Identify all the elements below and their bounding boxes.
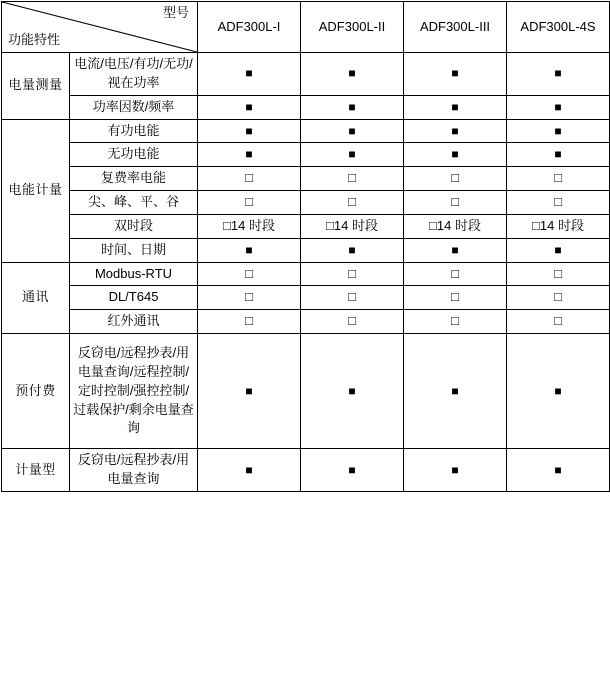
mark-cell	[507, 53, 610, 96]
mark-cell	[404, 119, 507, 143]
mark-cell: □14 时段	[404, 214, 507, 238]
table-row	[2, 191, 610, 215]
mark-cell	[198, 143, 301, 167]
mark-cell	[301, 191, 404, 215]
feature-name: 双时段	[70, 214, 198, 238]
feature-name: 尖、峰、平、谷	[70, 191, 198, 215]
mark-cell	[507, 95, 610, 119]
table-corner-header	[2, 2, 198, 53]
feature-name: 反窃电/远程抄表/用电量查询	[70, 449, 198, 492]
feature-name: 有功电能	[70, 119, 198, 143]
mark-cell	[301, 53, 404, 96]
table-row	[2, 262, 610, 286]
table-row	[2, 214, 610, 238]
mark-cell	[301, 334, 404, 449]
mark-cell	[301, 286, 404, 310]
model-axis-label: 型号	[162, 5, 189, 20]
mark-cell	[404, 95, 507, 119]
mark-cell	[507, 286, 610, 310]
feature-name: 无功电能	[70, 143, 198, 167]
feature-group-prepaid: 预付费	[2, 334, 70, 449]
feature-group-communication: 通讯	[2, 262, 70, 334]
feature-name: 电流/电压/有功/无功/视在功率	[70, 53, 198, 96]
table-header-row	[2, 2, 610, 53]
mark-cell	[404, 238, 507, 262]
mark-cell: □14 时段	[301, 214, 404, 238]
mark-cell	[198, 449, 301, 492]
feature-name: 复费率电能	[70, 167, 198, 191]
table-row	[2, 449, 610, 492]
feature-group-energy: 电能计量	[2, 119, 70, 262]
mark-cell	[507, 143, 610, 167]
mark-cell	[198, 167, 301, 191]
model-header-2: ADF300L-II	[301, 2, 404, 53]
model-header-3: ADF300L-III	[404, 2, 507, 53]
mark-cell	[198, 119, 301, 143]
feature-name: 功率因数/频率	[70, 95, 198, 119]
feature-name: 红外通讯	[70, 310, 198, 334]
table-row	[2, 310, 610, 334]
table-row	[2, 95, 610, 119]
table-row	[2, 53, 610, 96]
feature-name: 时间、日期	[70, 238, 198, 262]
mark-cell	[404, 167, 507, 191]
mark-cell	[507, 167, 610, 191]
mark-cell	[301, 119, 404, 143]
mark-cell	[404, 53, 507, 96]
model-header-1: ADF300L-I	[198, 2, 301, 53]
mark-cell	[507, 262, 610, 286]
mark-cell	[198, 334, 301, 449]
mark-cell: □14 时段	[507, 214, 610, 238]
mark-cell	[507, 449, 610, 492]
mark-cell	[507, 191, 610, 215]
mark-cell	[198, 95, 301, 119]
mark-cell	[507, 310, 610, 334]
feature-group-metering: 计量型	[2, 449, 70, 492]
mark-cell	[198, 286, 301, 310]
table-row	[2, 238, 610, 262]
table-row	[2, 334, 610, 449]
mark-cell	[507, 334, 610, 449]
mark-cell	[198, 191, 301, 215]
mark-cell	[301, 143, 404, 167]
feature-axis-label: 功能特性	[8, 32, 61, 48]
model-header-4: ADF300L-4S	[507, 2, 610, 53]
mark-cell	[198, 310, 301, 334]
mark-cell	[507, 238, 610, 262]
mark-cell	[301, 310, 404, 334]
table-row	[2, 286, 610, 310]
feature-name: Modbus-RTU	[70, 262, 198, 286]
mark-cell	[198, 53, 301, 96]
mark-cell	[301, 238, 404, 262]
mark-cell	[507, 119, 610, 143]
mark-cell	[301, 95, 404, 119]
table-row	[2, 143, 610, 167]
mark-cell	[404, 310, 507, 334]
mark-cell	[198, 238, 301, 262]
mark-cell	[404, 286, 507, 310]
mark-cell: □14 时段	[198, 214, 301, 238]
mark-cell	[301, 449, 404, 492]
feature-group-measurement: 电量测量	[2, 53, 70, 120]
feature-comparison-table	[1, 1, 610, 492]
mark-cell	[404, 143, 507, 167]
mark-cell	[404, 262, 507, 286]
table-row	[2, 167, 610, 191]
mark-cell	[404, 449, 507, 492]
table-row	[2, 119, 610, 143]
feature-name: DL/T645	[70, 286, 198, 310]
mark-cell	[301, 262, 404, 286]
mark-cell	[404, 334, 507, 449]
mark-cell	[404, 191, 507, 215]
mark-cell	[301, 167, 404, 191]
feature-name: 反窃电/远程抄表/用电量查询/远程控制/定时控制/强控控制/过载保护/剩余电量查询	[70, 334, 198, 449]
mark-cell	[198, 262, 301, 286]
